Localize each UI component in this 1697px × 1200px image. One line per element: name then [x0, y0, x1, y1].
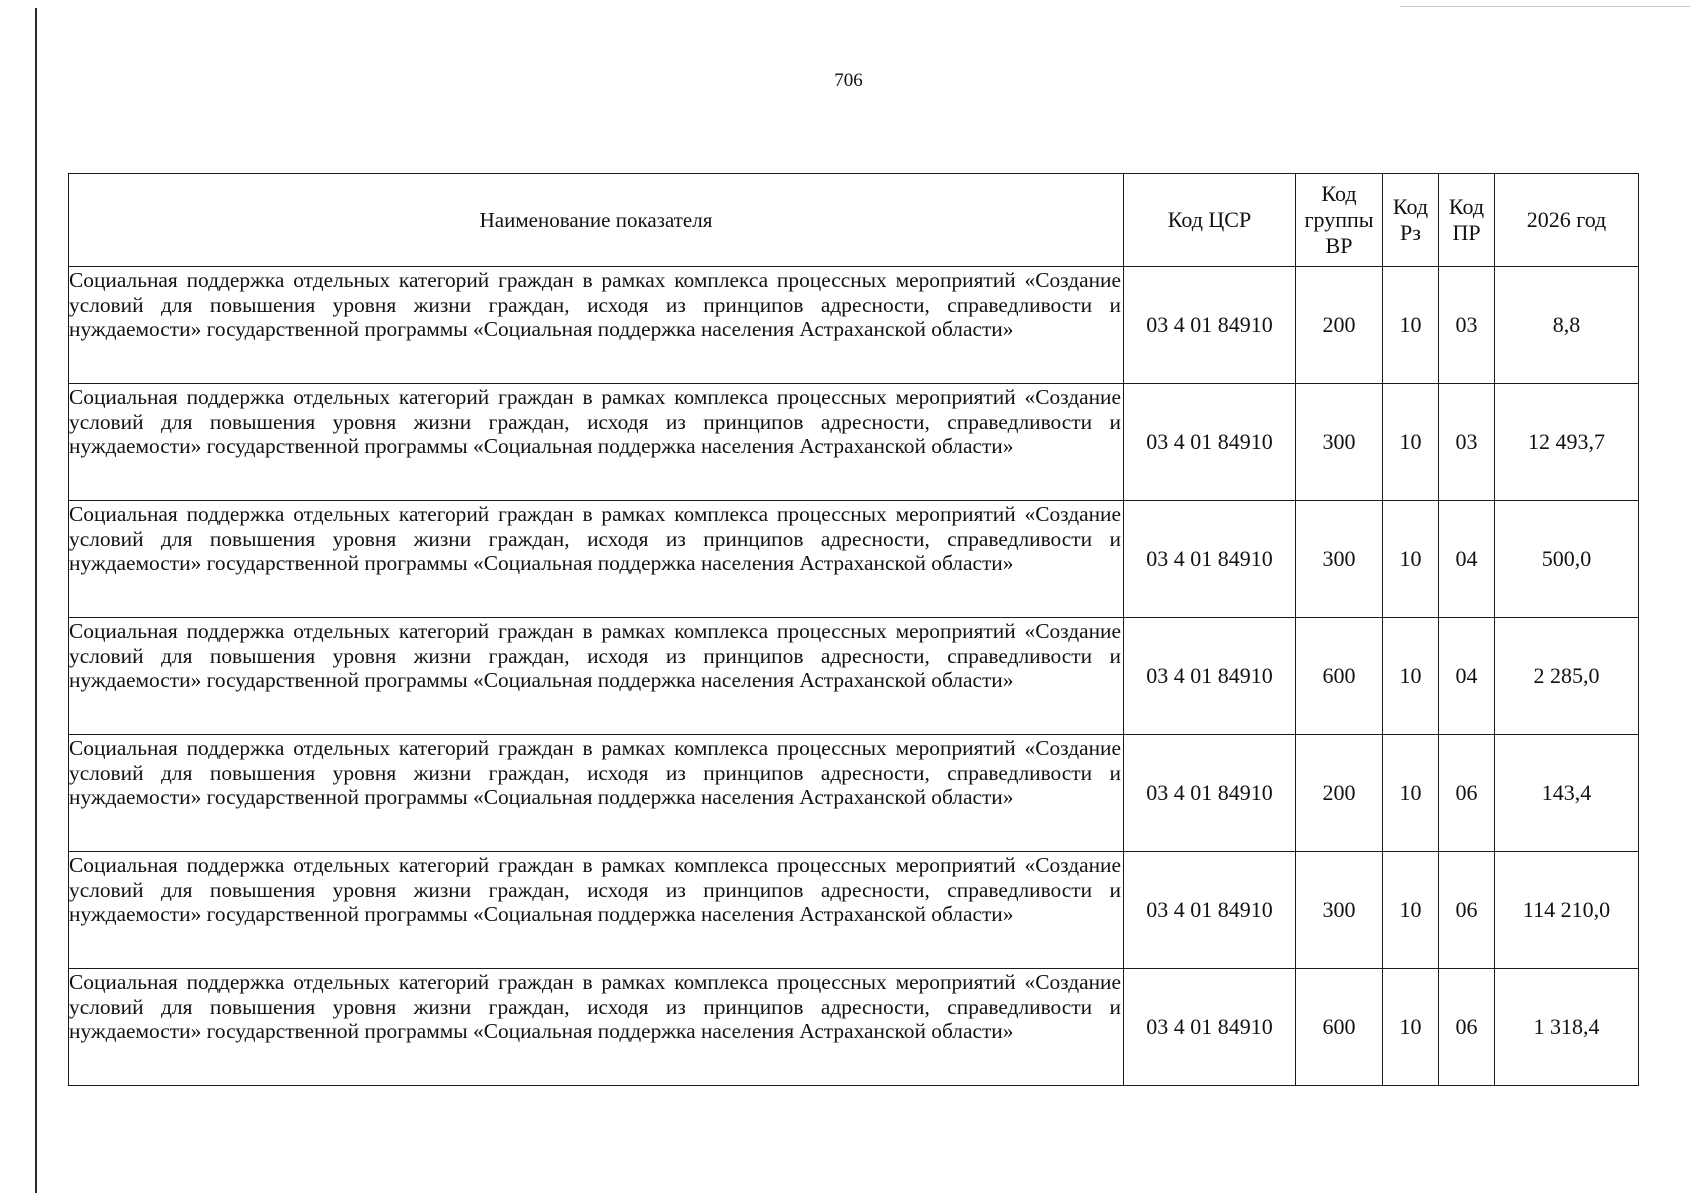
header-year-2026: 2026 год [1495, 174, 1639, 267]
row-name: Социальная поддержка отдельных категорий граждан в рамках комплекса процессных мероприятий «Создание условий для повышения уровня жизни граждан, исходя из принципов адресности, справедливости и нуждаемости» государственной программы «Социальная поддержка населения Астраханской области» [69, 501, 1124, 618]
row-value-2026: 143,4 [1495, 735, 1639, 852]
table-row [69, 267, 1639, 384]
table-body [69, 267, 1639, 1086]
row-value-2026: 114 210,0 [1495, 852, 1639, 969]
row-vr-code: 600 [1296, 969, 1383, 1086]
row-pr-code: 03 [1439, 384, 1495, 501]
row-csr-code: 03 4 01 84910 [1124, 969, 1296, 1086]
row-pr-code: 04 [1439, 501, 1495, 618]
header-row [69, 174, 1639, 267]
table-row [69, 384, 1639, 501]
row-value-2026: 8,8 [1495, 267, 1639, 384]
table-row [69, 969, 1639, 1086]
scan-left-edge-line [35, 8, 37, 1193]
row-csr-code: 03 4 01 84910 [1124, 852, 1296, 969]
row-vr-code: 300 [1296, 501, 1383, 618]
row-csr-code: 03 4 01 84910 [1124, 501, 1296, 618]
scan-top-edge-line [1400, 6, 1690, 7]
row-rz-code: 10 [1383, 852, 1439, 969]
row-pr-code: 06 [1439, 969, 1495, 1086]
row-vr-code: 200 [1296, 267, 1383, 384]
row-rz-code: 10 [1383, 969, 1439, 1086]
row-name: Социальная поддержка отдельных категорий граждан в рамках комплекса процессных мероприятий «Создание условий для повышения уровня жизни граждан, исходя из принципов адресности, справедливости и нуждаемости» государственной программы «Социальная поддержка населения Астраханской области» [69, 735, 1124, 852]
row-pr-code: 04 [1439, 618, 1495, 735]
header-vr-group-code: Код группы ВР [1296, 174, 1383, 267]
page-number: 706 [834, 70, 863, 91]
budget-table [68, 173, 1639, 1086]
row-vr-code: 300 [1296, 384, 1383, 501]
row-csr-code: 03 4 01 84910 [1124, 618, 1296, 735]
row-name: Социальная поддержка отдельных категорий граждан в рамках комплекса процессных мероприятий «Создание условий для повышения уровня жизни граждан, исходя из принципов адресности, справедливости и нуждаемости» государственной программы «Социальная поддержка населения Астраханской области» [69, 384, 1124, 501]
header-csr-code: Код ЦСР [1124, 174, 1296, 267]
header-pr-code: Код ПР [1439, 174, 1495, 267]
row-rz-code: 10 [1383, 267, 1439, 384]
row-pr-code: 03 [1439, 267, 1495, 384]
row-value-2026: 500,0 [1495, 501, 1639, 618]
header-rz-code: Код Рз [1383, 174, 1439, 267]
table-row [69, 852, 1639, 969]
row-pr-code: 06 [1439, 735, 1495, 852]
row-value-2026: 1 318,4 [1495, 969, 1639, 1086]
row-pr-code: 06 [1439, 852, 1495, 969]
row-vr-code: 600 [1296, 618, 1383, 735]
row-rz-code: 10 [1383, 501, 1439, 618]
table-row [69, 501, 1639, 618]
row-csr-code: 03 4 01 84910 [1124, 735, 1296, 852]
row-rz-code: 10 [1383, 735, 1439, 852]
row-value-2026: 2 285,0 [1495, 618, 1639, 735]
row-vr-code: 200 [1296, 735, 1383, 852]
row-name: Социальная поддержка отдельных категорий граждан в рамках комплекса процессных мероприятий «Создание условий для повышения уровня жизни граждан, исходя из принципов адресности, справедливости и нуждаемости» государственной программы «Социальная поддержка населения Астраханской области» [69, 618, 1124, 735]
row-rz-code: 10 [1383, 618, 1439, 735]
table-row [69, 735, 1639, 852]
table-header [69, 174, 1639, 267]
row-csr-code: 03 4 01 84910 [1124, 267, 1296, 384]
row-csr-code: 03 4 01 84910 [1124, 384, 1296, 501]
row-vr-code: 300 [1296, 852, 1383, 969]
header-name: Наименование показателя [69, 174, 1124, 267]
row-value-2026: 12 493,7 [1495, 384, 1639, 501]
row-rz-code: 10 [1383, 384, 1439, 501]
row-name: Социальная поддержка отдельных категорий граждан в рамках комплекса процессных мероприятий «Создание условий для повышения уровня жизни граждан, исходя из принципов адресности, справедливости и нуждаемости» государственной программы «Социальная поддержка населения Астраханской области» [69, 267, 1124, 384]
row-name: Социальная поддержка отдельных категорий граждан в рамках комплекса процессных мероприятий «Создание условий для повышения уровня жизни граждан, исходя из принципов адресности, справедливости и нуждаемости» государственной программы «Социальная поддержка населения Астраханской области» [69, 852, 1124, 969]
row-name: Социальная поддержка отдельных категорий граждан в рамках комплекса процессных мероприятий «Создание условий для повышения уровня жизни граждан, исходя из принципов адресности, справедливости и нуждаемости» государственной программы «Социальная поддержка населения Астраханской области» [69, 969, 1124, 1086]
table-row [69, 618, 1639, 735]
